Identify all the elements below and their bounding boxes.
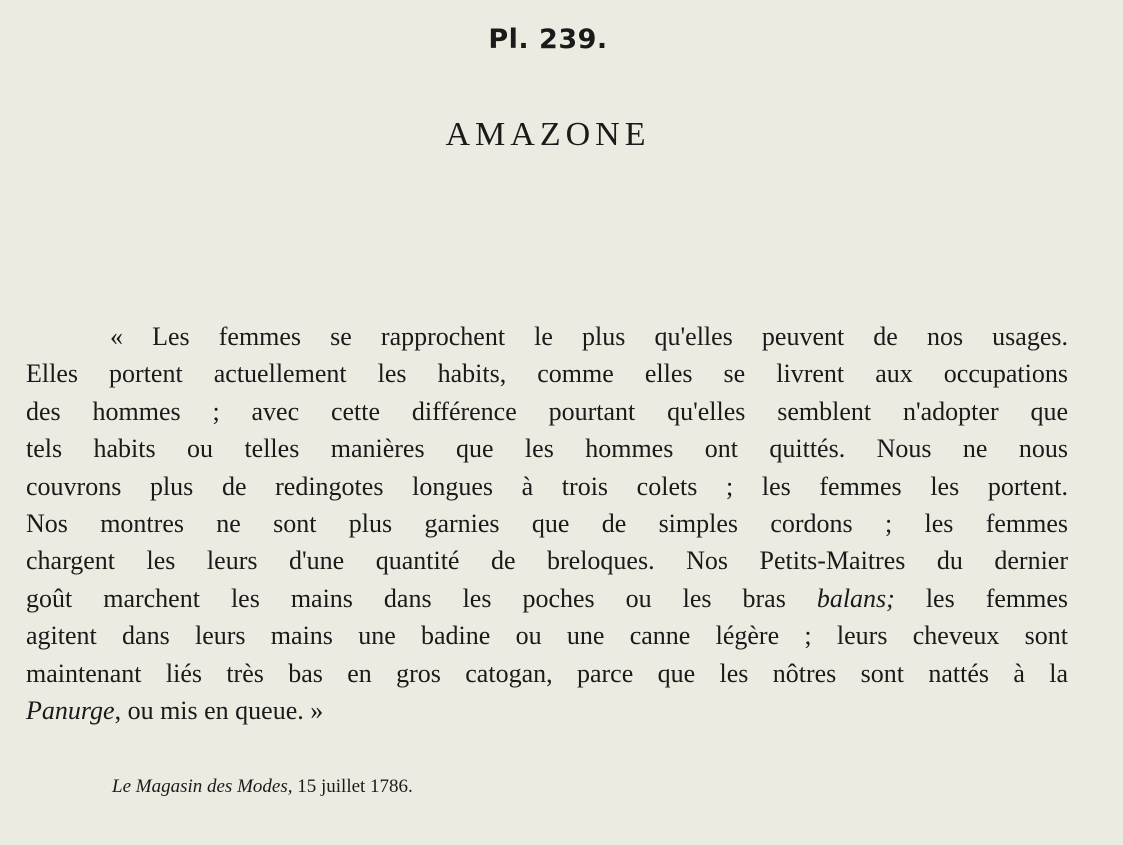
text-line: des hommes ; avec cette différence pourtant qu'elles semblent n'adopter que: [26, 396, 1068, 426]
text-line: couvrons plus de redingotes longues à trois colets ; les femmes les portent.: [26, 471, 1068, 501]
publication-date: 15 juillet 1786.: [292, 776, 413, 797]
page-title: AMAZONE: [445, 116, 651, 153]
text-line: maintenant liés très bas en gros catogan, parce que les nôtres sont nattés à la: [26, 658, 1068, 688]
text-line: chargent les leurs d'une quantité de breloques. Nos Petits-Maitres du dernier: [26, 546, 1068, 576]
text-segment: goût marchent les mains dans les poches ou les bras: [26, 583, 817, 613]
text-line: [26, 692, 1068, 729]
plate-number: Pl. 239.: [488, 24, 608, 55]
text-line: [26, 580, 1068, 617]
text-line: agitent dans leurs mains une badine ou une canne légère ; leurs cheveux sont: [26, 621, 1068, 651]
text-line: « Les femmes se rapprochent le plus qu'elles peuvent de nos usages.: [110, 322, 1068, 351]
publication-name: Le Magasin des Modes,: [112, 776, 293, 797]
text-segment: les femmes: [894, 583, 1069, 613]
italic-word: balans;: [816, 583, 895, 613]
text-line: tels habits ou telles manières que les hommes ont quittés. Nous ne nous: [26, 434, 1068, 464]
quote-text: [26, 318, 1068, 729]
source-citation: [112, 776, 413, 798]
text-line: Nos montres ne sont plus garnies que de simples cordons ; les femmes: [26, 508, 1068, 538]
text-line: Elles portent actuellement les habits, comme elles se livrent aux occupations: [26, 359, 1068, 389]
text-segment: , ou mis en queue. »: [114, 695, 324, 725]
italic-word: Panurge: [26, 695, 115, 725]
